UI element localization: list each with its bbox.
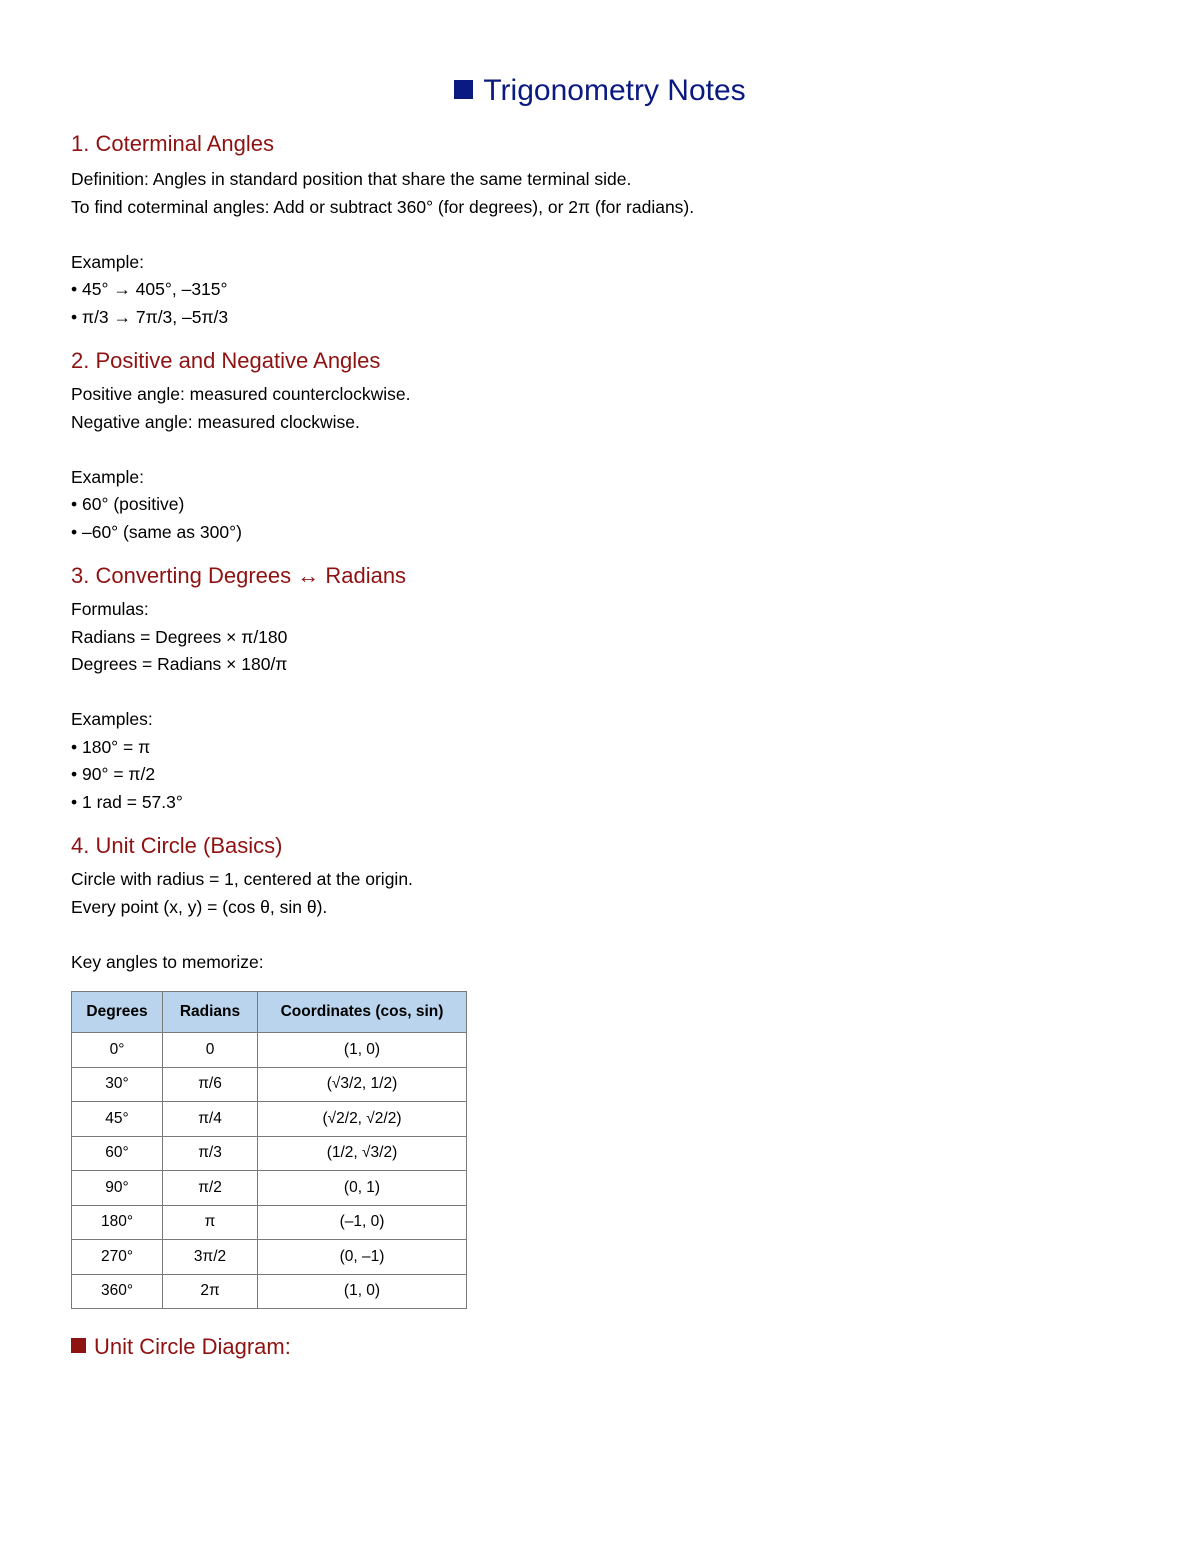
section-unit-circle-basics bbox=[71, 830, 1131, 1309]
cell-radians: π/3 bbox=[163, 1136, 258, 1171]
section-heading: 3. Converting Degrees ↔ Radians bbox=[71, 563, 407, 588]
diagram-heading-text: Unit Circle Diagram: bbox=[94, 1334, 291, 1359]
text-line: Definition: Angles in standard position that share the same terminal side. bbox=[71, 169, 632, 189]
text-line: To find coterminal angles: Add or subtract 360° (for degrees), or 2π (for radians). bbox=[71, 196, 695, 217]
example-item: • 60° (positive) bbox=[71, 494, 185, 514]
cell-coordinates: (√3/2, 1/2) bbox=[258, 1067, 467, 1102]
cell-coordinates: (1, 0) bbox=[258, 1033, 467, 1068]
table-header-row bbox=[72, 992, 467, 1033]
column-header-radians: Radians bbox=[163, 992, 258, 1033]
page-title: Trigonometry Notes bbox=[483, 74, 746, 107]
text-line: Circle with radius = 1, centered at the origin. bbox=[71, 869, 413, 889]
table-row bbox=[72, 1136, 467, 1171]
section-heading: 1. Coterminal Angles bbox=[71, 131, 274, 156]
example-block bbox=[71, 706, 1131, 816]
section-coterminal-angles bbox=[71, 128, 1131, 331]
table-row bbox=[72, 1033, 467, 1068]
column-header-degrees: Degrees bbox=[72, 992, 163, 1033]
page-title-block bbox=[0, 70, 1200, 112]
square-bullet-icon bbox=[454, 80, 473, 99]
cell-radians: π/2 bbox=[163, 1171, 258, 1206]
cell-degrees: 90° bbox=[72, 1171, 163, 1206]
column-header-coordinates: Coordinates (cos, sin) bbox=[258, 992, 467, 1033]
section-converting-degrees-radians bbox=[71, 560, 1131, 816]
table-row bbox=[72, 1205, 467, 1240]
cell-radians: 0 bbox=[163, 1033, 258, 1068]
cell-degrees: 30° bbox=[72, 1067, 163, 1102]
cell-radians: 2π bbox=[163, 1274, 258, 1309]
example-item: • 45° → 405°, –315° bbox=[71, 279, 228, 299]
formula-line: Radians = Degrees × π/180 bbox=[71, 626, 288, 647]
section-body bbox=[71, 596, 1131, 679]
cell-coordinates: (0, 1) bbox=[258, 1171, 467, 1206]
cell-coordinates: (√2/2, √2/2) bbox=[258, 1102, 467, 1137]
notes-content bbox=[71, 128, 1131, 1363]
text-line: Negative angle: measured clockwise. bbox=[71, 411, 360, 432]
cell-radians: π/4 bbox=[163, 1102, 258, 1137]
text-line: Formulas: bbox=[71, 599, 149, 619]
cell-coordinates: (–1, 0) bbox=[258, 1205, 467, 1240]
cell-degrees: 270° bbox=[72, 1240, 163, 1275]
section-heading: 4. Unit Circle (Basics) bbox=[71, 833, 283, 858]
section-body bbox=[71, 166, 1131, 221]
table-row bbox=[72, 1274, 467, 1309]
example-item: • 90° = π/2 bbox=[71, 764, 156, 784]
table-row bbox=[72, 1171, 467, 1206]
example-label: Example: bbox=[71, 466, 144, 487]
cell-degrees: 0° bbox=[72, 1033, 163, 1068]
table-row bbox=[72, 1102, 467, 1137]
cell-degrees: 45° bbox=[72, 1102, 163, 1137]
example-item: • π/3 → 7π/3, –5π/3 bbox=[71, 306, 229, 327]
table-intro-text: Key angles to memorize: bbox=[71, 951, 264, 972]
example-item: • 180° = π bbox=[71, 736, 151, 757]
example-label: Examples: bbox=[71, 709, 153, 729]
cell-coordinates: (1/2, √3/2) bbox=[258, 1136, 467, 1171]
cell-degrees: 180° bbox=[72, 1205, 163, 1240]
cell-radians: π/6 bbox=[163, 1067, 258, 1102]
text-line: Positive angle: measured counterclockwise. bbox=[71, 384, 411, 404]
square-bullet-icon bbox=[71, 1338, 86, 1353]
section-body bbox=[71, 381, 1131, 436]
example-label: Example: bbox=[71, 251, 144, 272]
example-item: • 1 rad = 57.3° bbox=[71, 791, 183, 812]
table-intro bbox=[71, 949, 1131, 977]
table-row bbox=[72, 1240, 467, 1275]
cell-degrees: 60° bbox=[72, 1136, 163, 1171]
example-block bbox=[71, 249, 1131, 332]
cell-radians: π bbox=[163, 1205, 258, 1240]
section-positive-negative-angles bbox=[71, 345, 1131, 546]
cell-coordinates: (1, 0) bbox=[258, 1274, 467, 1309]
table-row bbox=[72, 1067, 467, 1102]
formula-line: Degrees = Radians × 180/π bbox=[71, 654, 288, 674]
cell-coordinates: (0, –1) bbox=[258, 1240, 467, 1275]
cell-degrees: 360° bbox=[72, 1274, 163, 1309]
key-angles-table bbox=[71, 991, 467, 1309]
example-item: • –60° (same as 300°) bbox=[71, 521, 242, 542]
section-body bbox=[71, 866, 1131, 921]
section-heading: 2. Positive and Negative Angles bbox=[71, 348, 381, 373]
cell-radians: 3π/2 bbox=[163, 1240, 258, 1275]
unit-circle-diagram-heading bbox=[71, 1331, 1131, 1363]
example-block bbox=[71, 464, 1131, 547]
text-line: Every point (x, y) = (cos θ, sin θ). bbox=[71, 896, 328, 917]
